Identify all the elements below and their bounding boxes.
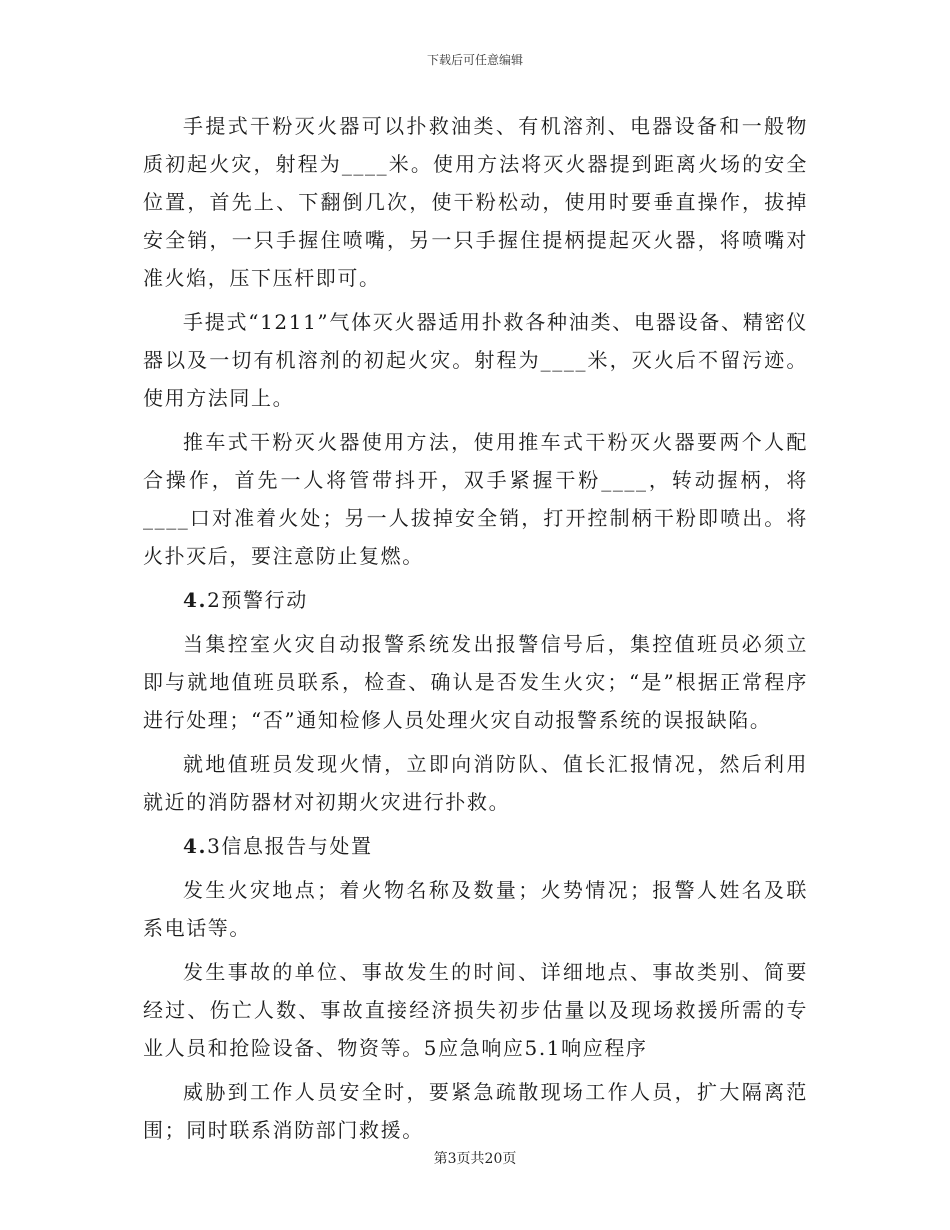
paragraph-cart-dry-powder: 推车式干粉灭火器使用方法，使用推车式干粉灭火器要两个人配合操作，首先一人将管带抖开，双手紧握干粉____，转动握柄，将____口对准着火处；另一人拔掉安全销，打开控制柄干粉即喷出。将火扑灭后，要注意防止复燃。 (143, 430, 808, 568)
paragraph-accident-details: 发生事故的单位、事故发生的时间、详细地点、事故类别、简要经过、伤亡人数、事故直接经济损失初步估量以及现场救援所需的专业人员和抢险设备、物资等。5应急响应5.1响应程序 (143, 960, 808, 1060)
paragraph-report-content: 发生火灾地点；着火物名称及数量；火势情况；报警人姓名及联系电话等。 (143, 878, 808, 940)
section-title: 3信息报告与处置 (207, 834, 373, 858)
paragraph-1211-gas-extinguisher: 手提式“1211”气体灭火器适用扑救各种油类、电器设备、精密仪器以及一切有机溶剂的初起火灾。射程为____米，灭火后不留污迹。使用方法同上。 (143, 310, 808, 410)
page-number: 第3页共20页 (433, 1151, 517, 1167)
section-heading-4-3 (143, 827, 808, 865)
section-title: 2预警行动 (207, 588, 308, 612)
paragraph-alarm-signal: 当集控室火灾自动报警系统发出报警信号后，集控值班员必须立即与就地值班员联系，检查、确认是否发生火灾；“是”根据正常程序进行处理；“否”通知检修人员处理火灾自动报警系统的误报缺陷。 (143, 632, 808, 732)
paragraph-handheld-dry-powder: 手提式干粉灭火器可以扑救油类、有机溶剂、电器设备和一般物质初起火灾，射程为____米。使用方法将灭火器提到距离火场的安全位置，首先上、下翻倒几次，使干粉松动，使用时要垂直操作，拔掉安全销，一只手握住喷嘴，另一只手握住提柄提起灭火器，将喷嘴对准火焰，压下压杆即可。 (143, 114, 808, 290)
section-number: 4. (183, 834, 208, 858)
document-body (143, 107, 808, 1155)
section-number: 4. (183, 588, 208, 612)
paragraph-evacuation: 威胁到工作人员安全时，要紧急疏散现场工作人员，扩大隔离范围；同时联系消防部门救援。 (143, 1080, 808, 1142)
paragraph-fire-discovery: 就地值班员发现火情，立即向消防队、值长汇报情况，然后利用就近的消防器材对初期火灾进行扑救。 (143, 752, 808, 814)
page-header: 下载后可任意编辑 (426, 53, 523, 67)
section-heading-4-2 (143, 581, 808, 619)
